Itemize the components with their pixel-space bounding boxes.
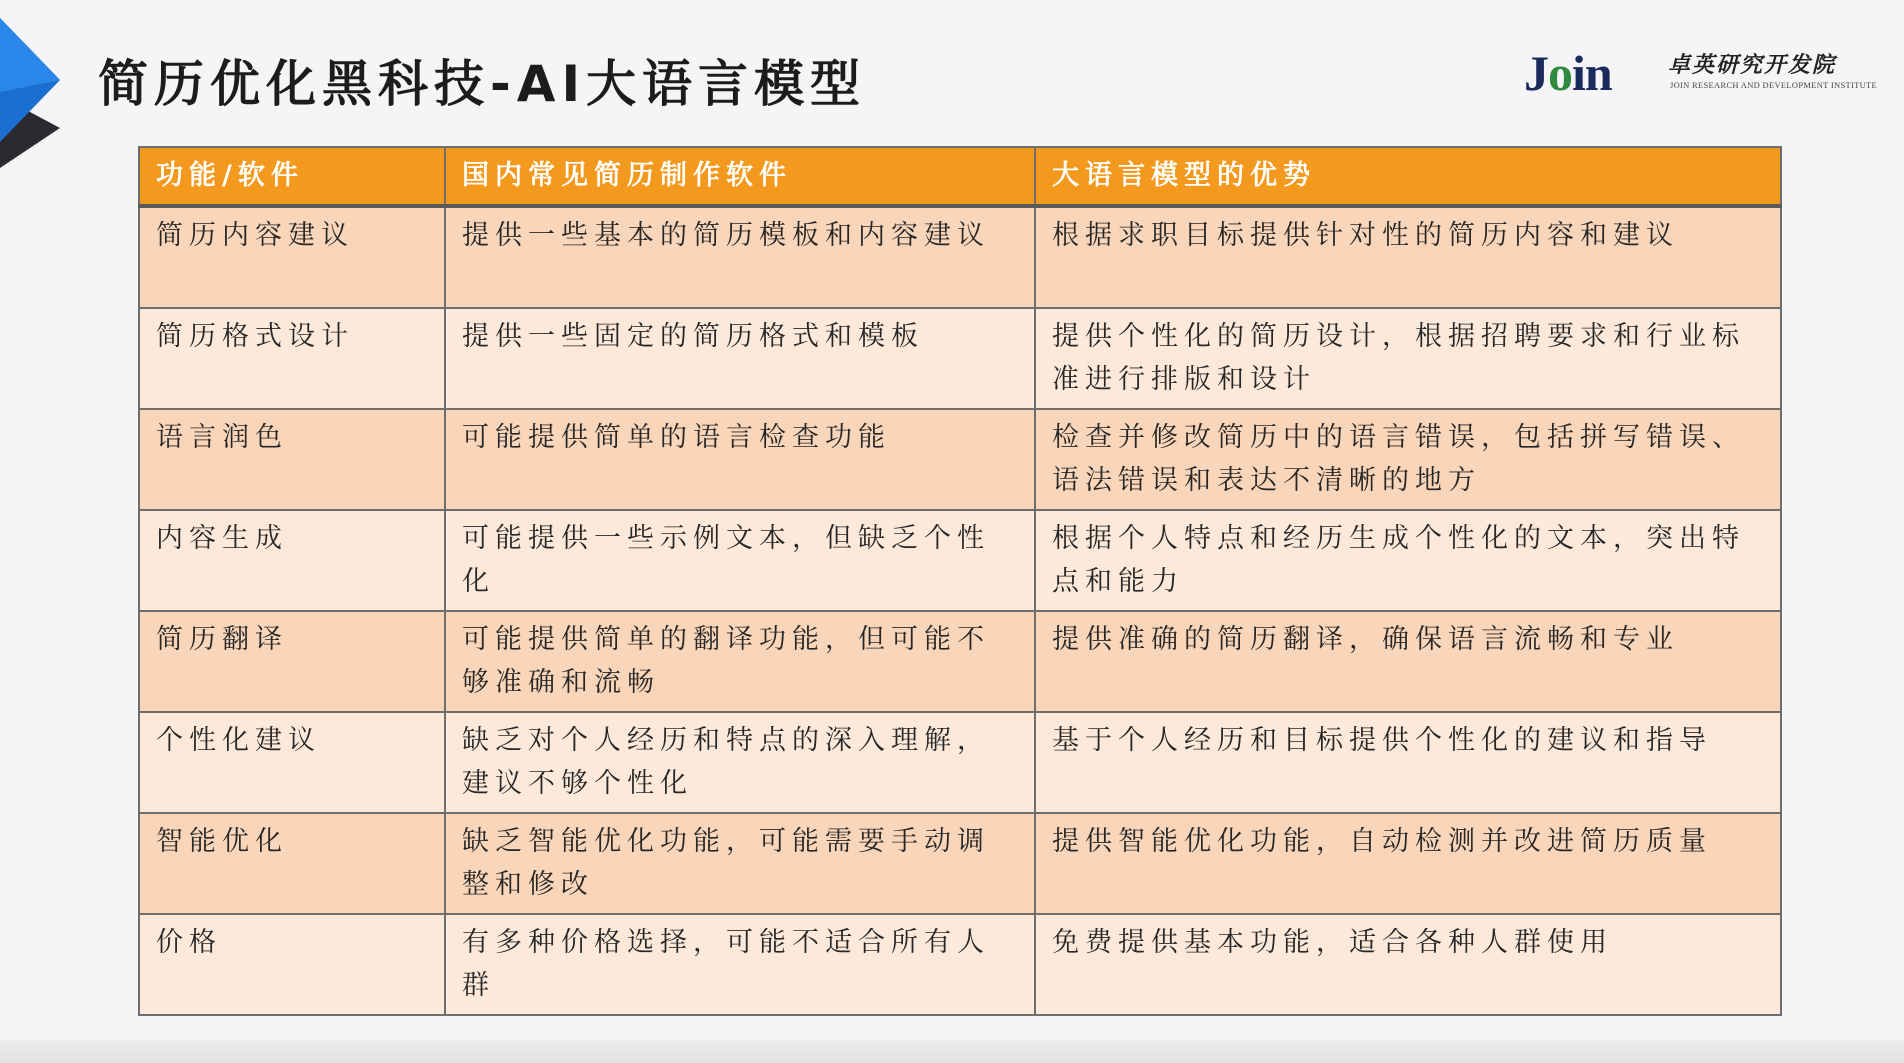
bottom-edge-bar — [0, 1040, 1904, 1063]
logo-english-name: JOIN RESEARCH AND DEVELOPMENT INSTITUTE — [1670, 80, 1878, 90]
table-row — [139, 308, 1781, 409]
table-row — [139, 813, 1781, 914]
table-cell-feature: 价格 — [139, 914, 445, 1015]
table-row — [139, 510, 1781, 611]
comparison-table-container — [138, 146, 1780, 1016]
table-cell-domestic: 提供一些固定的简历格式和模板 — [445, 308, 1035, 409]
header-feature: 功能/软件 — [139, 147, 445, 206]
table-cell-feature: 内容生成 — [139, 510, 445, 611]
join-logo — [1524, 46, 1894, 100]
header-llm-advantage: 大语言模型的优势 — [1035, 147, 1781, 206]
table-cell-llm: 根据个人特点和经历生成个性化的文本，突出特点和能力 — [1035, 510, 1781, 611]
table-cell-feature: 简历翻译 — [139, 611, 445, 712]
header-domestic-software: 国内常见简历制作软件 — [445, 147, 1035, 206]
table-row — [139, 914, 1781, 1015]
table-cell-llm: 提供智能优化功能，自动检测并改进简历质量 — [1035, 813, 1781, 914]
table-row — [139, 206, 1781, 308]
table-cell-domestic: 缺乏智能优化功能，可能需要手动调整和修改 — [445, 813, 1035, 914]
page-title: 简历优化黑科技-AI大语言模型 — [98, 55, 867, 113]
table-cell-llm: 提供个性化的简历设计，根据招聘要求和行业标准进行排版和设计 — [1035, 308, 1781, 409]
table-cell-domestic: 提供一些基本的简历模板和内容建议 — [445, 206, 1035, 308]
table-cell-domestic: 有多种价格选择，可能不适合所有人群 — [445, 914, 1035, 1015]
table-cell-llm: 基于个人经历和目标提供个性化的建议和指导 — [1035, 712, 1781, 813]
table-header-row — [139, 147, 1781, 206]
table-cell-llm: 根据求职目标提供针对性的简历内容和建议 — [1035, 206, 1781, 308]
table-row — [139, 611, 1781, 712]
table-cell-llm: 检查并修改简历中的语言错误，包括拼写错误、语法错误和表达不清晰的地方 — [1035, 409, 1781, 510]
logo-chinese-name: 卓英研究开发院 — [1668, 53, 1837, 78]
corner-arrow-decoration — [0, 0, 80, 180]
table-row — [139, 712, 1781, 813]
comparison-table — [138, 146, 1782, 1016]
table-cell-feature: 简历格式设计 — [139, 308, 445, 409]
table-cell-feature: 语言润色 — [139, 409, 445, 510]
table-cell-domestic: 可能提供一些示例文本，但缺乏个性化 — [445, 510, 1035, 611]
table-cell-llm: 提供准确的简历翻译，确保语言流畅和专业 — [1035, 611, 1781, 712]
logo-wordmark: Join — [1524, 45, 1612, 101]
table-cell-domestic: 可能提供简单的语言检查功能 — [445, 409, 1035, 510]
table-cell-domestic: 缺乏对个人经历和特点的深入理解，建议不够个性化 — [445, 712, 1035, 813]
table-cell-feature: 简历内容建议 — [139, 206, 445, 308]
table-cell-llm: 免费提供基本功能，适合各种人群使用 — [1035, 914, 1781, 1015]
table-row — [139, 409, 1781, 510]
table-cell-domestic: 可能提供简单的翻译功能，但可能不够准确和流畅 — [445, 611, 1035, 712]
table-cell-feature: 个性化建议 — [139, 712, 445, 813]
table-cell-feature: 智能优化 — [139, 813, 445, 914]
